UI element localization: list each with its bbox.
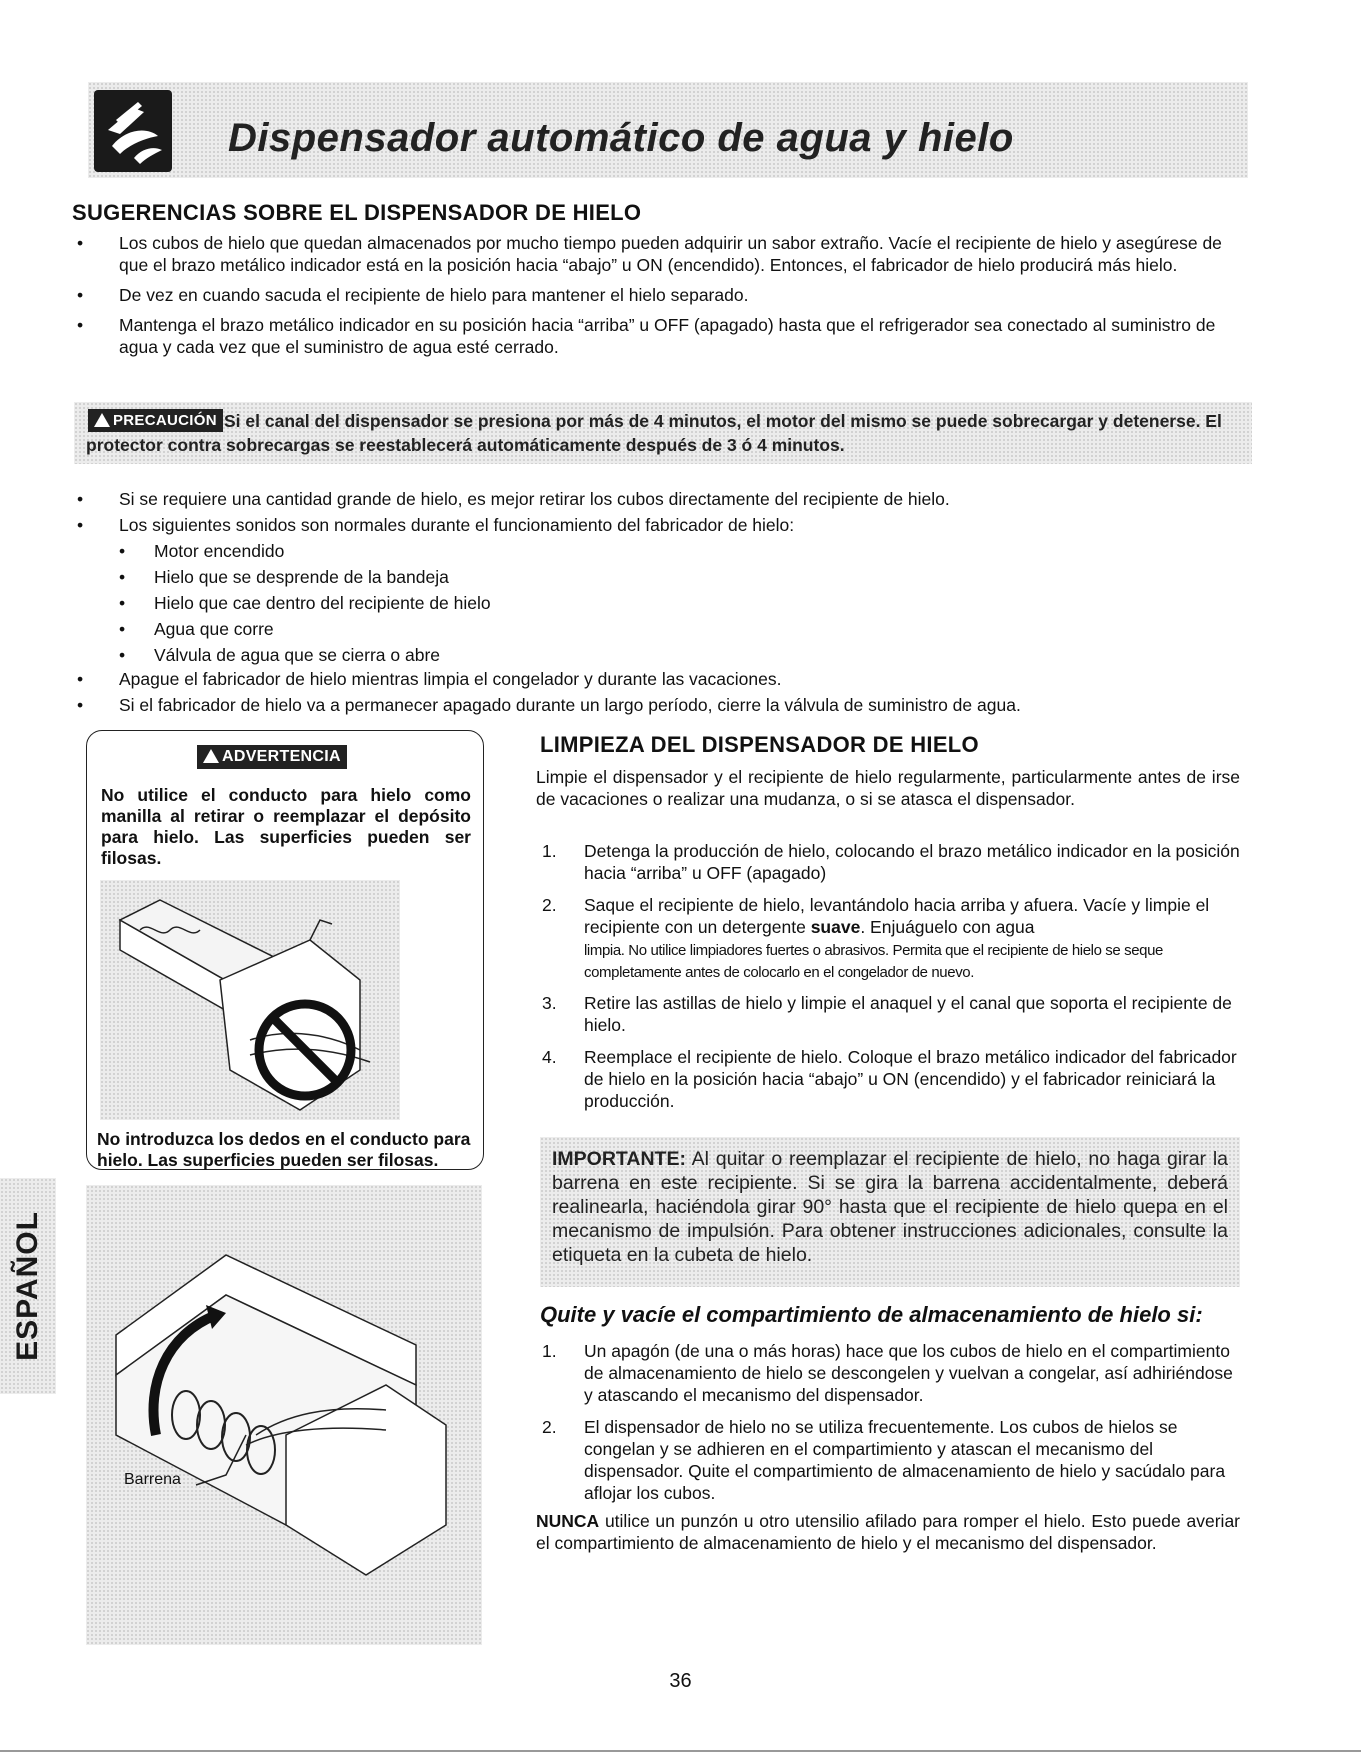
auger-label: Barrena xyxy=(124,1471,181,1488)
footer-divider xyxy=(0,1750,1361,1752)
step-text: Un apagón (de una o más horas) hace que los cubos de hielo en el compartimiento de almacenamiento de hielo se descongelen y vuelvan a congelar, así adhiriéndose y atascando el mecanismo del dispensador. xyxy=(584,1341,1233,1405)
list-item: • Agua que corre xyxy=(114,618,1014,640)
warning-tag-label: ADVERTENCIA xyxy=(222,748,341,765)
section-heading-tips: SUGERENCIAS SOBRE EL DISPENSADOR DE HIELO xyxy=(72,200,642,225)
list-item: • Hielo que se desprende de la bandeja xyxy=(114,566,1014,588)
list-item xyxy=(536,1046,1240,1112)
section-heading-cleaning: LIMPIEZA DEL DISPENSADOR DE HIELO xyxy=(540,732,979,757)
list-item: • Apague el fabricador de hielo mientras limpia el congelador y durante las vacaciones. xyxy=(72,668,1244,690)
step-number: 4. xyxy=(542,1047,557,1067)
list-item: • Mantenga el brazo metálico indicador en su posición hacia “arriba” u OFF (apagado) hasta que el refrigerador sea conectado al suministro de agua y cada vez que el suministro de agua esté cerrado. xyxy=(72,314,1244,358)
never-label: NUNCA xyxy=(536,1511,600,1531)
list-item: • Los cubos de hielo que quedan almacenados por mucho tiempo pueden adquirir un sabor extraño. Vacíe el recipiente de hielo y asegúrese de que el brazo metálico indicador está en la posición hacia “abajo” u ON (encendido). Entonces, el fabricador de hielo producirá más hielo. xyxy=(72,232,1244,276)
list-item xyxy=(536,840,1240,884)
step-text: Detenga la producción de hielo, colocando el brazo metálico indicador en la posición hacia “arriba” u OFF (apagado) xyxy=(584,841,1240,883)
ice-maker-notes-list xyxy=(72,488,1244,540)
tips-list xyxy=(72,232,1244,366)
step-text: . Enjuáguelo con agua xyxy=(860,917,1035,937)
page-title: Dispensador automático de agua y hielo xyxy=(228,116,1014,160)
list-item xyxy=(536,992,1240,1036)
list-item: • Si se requiere una cantidad grande de hielo, es mejor retirar los cubos directamente del recipiente de hielo. xyxy=(72,488,1244,510)
ice-logo-icon xyxy=(94,90,172,172)
warning-tag xyxy=(197,745,347,769)
never-text: utilice un punzón u otro utensilio afilado para romper el hielo. Esto puede averiar el compartimiento de almacenamiento de hielo y el mecanismo del dispensador. xyxy=(536,1511,1240,1553)
list-item xyxy=(536,894,1240,982)
step-text: Reemplace el recipiente de hielo. Coloque el brazo metálico indicador del fabricador de hielo en la posición hacia “abajo” u ON (encendido) y el fabricador reiniciará la producción. xyxy=(584,1047,1237,1111)
list-item: • Los siguientes sonidos son normales durante el funcionamiento del fabricador de hielo: xyxy=(72,514,1244,536)
title-banner xyxy=(88,82,1248,178)
step-number: 2. xyxy=(542,1417,557,1437)
step-text: Saque el recipiente de hielo, levantándolo hacia arriba y afuera. Vacíe y limpie el recipiente con un detergente xyxy=(584,895,1210,937)
important-box xyxy=(540,1137,1240,1287)
empty-bin-steps xyxy=(536,1340,1240,1514)
step-number: 1. xyxy=(542,1341,557,1361)
warning-text-top: No utilice el conducto para hielo como manilla al retirar o reemplazar el depósito para hielo. Las superficies pueden ser filosas. xyxy=(101,785,471,868)
warning-text-bottom: No introduzca los dedos en el conducto para hielo. Las superficies pueden ser filosas. xyxy=(97,1129,471,1170)
step-emphasis: suave xyxy=(810,917,861,937)
cleaning-intro: Limpie el dispensador y el recipiente de hielo regularmente, particularmente antes de irse de vacaciones o realizar una mudanza, o si se atasca el dispensador. xyxy=(536,767,1240,809)
language-label: ESPAÑOL xyxy=(11,1211,44,1361)
sounds-list xyxy=(114,540,1014,670)
step-text: Retire las astillas de hielo y limpie el anaquel y el canal que soporta el recipiente de hielo. xyxy=(584,993,1232,1035)
language-sidebar xyxy=(0,1178,56,1394)
list-item xyxy=(536,1416,1240,1504)
caution-box xyxy=(74,402,1252,464)
step-number: 3. xyxy=(542,993,557,1013)
caution-tag-label: PRECAUCIÓN xyxy=(113,412,217,429)
important-label: IMPORTANTE: xyxy=(552,1148,686,1170)
step-number: 1. xyxy=(542,841,557,861)
list-item: • Válvula de agua que se cierra o abre xyxy=(114,644,1014,666)
ice-maker-off-list xyxy=(72,668,1244,720)
list-item: • Motor encendido xyxy=(114,540,1014,562)
list-item: • Si el fabricador de hielo va a permanecer apagado durante un largo período, cierre la válvula de suministro de agua. xyxy=(72,694,1244,716)
step-number: 2. xyxy=(542,895,557,915)
list-item: • De vez en cuando sacuda el recipiente de hielo para mantener el hielo separado. xyxy=(72,284,1244,306)
section-heading-empty-bin: Quite y vacíe el compartimiento de almacenamiento de hielo si: xyxy=(540,1302,1203,1327)
page-number: 36 xyxy=(669,1670,692,1692)
warning-triangle-icon xyxy=(203,749,219,763)
list-item xyxy=(536,1340,1240,1406)
important-body: Al quitar o reemplazar el recipiente de hielo, no haga girar la barrena en este recipiente. Si se gira la barrena accidentalmente, deberá realinearla, haciéndola girar 90° hasta que el recipiente de hielo quepa en el mecanismo de impulsión. Para obtener instrucciones adicionales, consulte la etiqueta en la cubeta de hielo. xyxy=(552,1148,1228,1266)
caution-text: Si el canal del dispensador se presiona por más de 4 minutos, el motor del mismo se puede sobrecargar y detenerse. El protector contra sobrecargas se reestablecerá automáticamente después de 3 ó 4 minutos. xyxy=(86,411,1222,455)
never-note xyxy=(536,1510,1240,1554)
step-small-text: limpia. No utilice limpiadores fuertes o abrasivos. Permita que el recipiente de hielo se seque completamente antes de colocarlo en el congelador de nuevo. xyxy=(584,942,1163,981)
cleaning-steps xyxy=(536,840,1240,1122)
step-text: El dispensador de hielo no se utiliza frecuentemente. Los cubos de hielos se congelan y se adhieren en el compartimiento y atascan el mecanismo del dispensador. Quite el compartimiento de almacenamiento de hielo y sacúdalo para aflojar los cubos. xyxy=(584,1417,1226,1503)
auger-illustration xyxy=(86,1185,482,1645)
important-text xyxy=(552,1147,1228,1267)
no-hand-in-chute-illustration xyxy=(100,880,400,1120)
list-item: • Hielo que cae dentro del recipiente de hielo xyxy=(114,592,1014,614)
